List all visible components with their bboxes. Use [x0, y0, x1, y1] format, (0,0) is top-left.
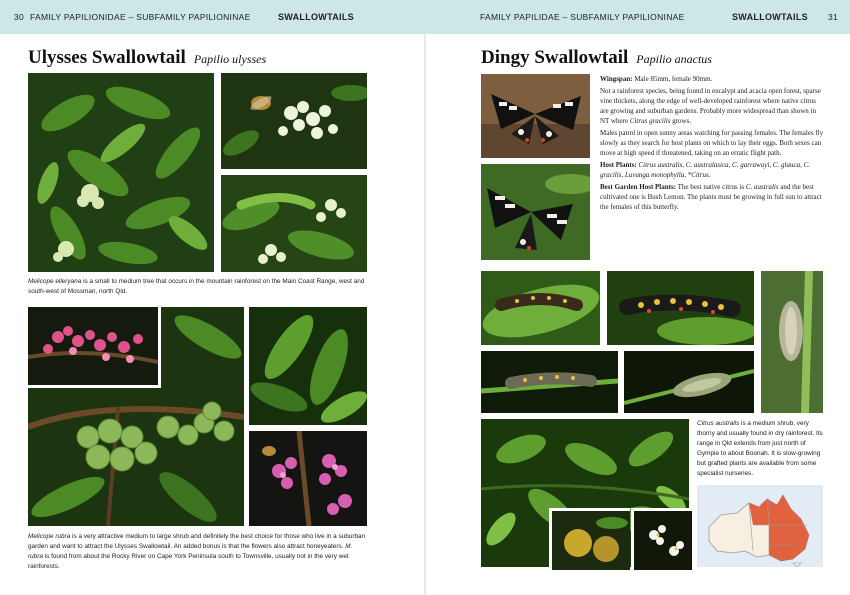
caterpillar-on-foliage-photo: [221, 175, 367, 272]
dingy-swallowtail-butterfly-photo-1: [481, 74, 590, 158]
wingspan-paragraph: [600, 74, 826, 84]
garden-host-text-b: and the best cultivated one is Bush Lemon. The plants must be growing in full sun to attract the females of this butterfly.: [600, 183, 822, 211]
left-common-name: Ulysses Swallowtail: [28, 47, 186, 68]
garden-host-paragraph: [600, 182, 826, 212]
caption-text-rubra-b: is found from about the Rocky River on Cape York Peninsula south to Townsville, usually not in the very wet rainforests.: [28, 553, 349, 570]
habitat-text-a: Not a rainforest species, being found in eucalypt and acacia open forest, sparse vine thickets, along the edge of well-developed rainforest where native citrus are growing and suburban gardens. Probably more widespread than shown in NT where: [600, 87, 821, 125]
right-common-name: Dingy Swallowtail: [481, 47, 629, 68]
species-description: [600, 74, 826, 214]
habitat-paragraph: [600, 86, 826, 126]
left-page-number: 30: [14, 12, 25, 22]
pupa-on-stem-photo: [761, 271, 823, 413]
caption-text-citrus: is a medium shrub, very thorny and usually found in dry rainforest. Its range in Qld extends from just north of Gympie to about Boonah. It is slow-growing but grafted plants are available from some specialist nurseries.: [697, 420, 823, 477]
left-species-title: [28, 47, 266, 69]
right-family-heading: FAMILY PAPILIDAE – SUBFAMILY PAPILIONINAE: [480, 12, 685, 22]
caption-text-elleryana: is a small to medium tree that occurs in the mountain rainforest on the Main Coast Range, west and south-west of Mossman, north Qld.: [28, 278, 365, 295]
larva-spiny-instar-photo: [607, 271, 754, 345]
page-gutter: [424, 34, 426, 595]
garden-host-label: Best Garden Host Plants:: [600, 183, 677, 191]
left-section-heading: SWALLOWTAILS: [278, 12, 354, 22]
caption-citrus-australis: [697, 419, 825, 479]
host-plants-label: Host Plants:: [600, 161, 637, 169]
caption-species-rubra-b: M. rubra: [28, 543, 353, 560]
pupa-on-twig-photo: [624, 351, 754, 413]
garden-host-species: C. australis: [745, 183, 779, 191]
caption-species-rubra: Melicope rubra: [28, 533, 71, 540]
host-plants-list: Citrus australis, C. australasica, C. garrawayi, C. glauca, C. gracilis, Luvunga monophylla, *Citrus.: [600, 161, 811, 179]
larva-late-instar-photo: [481, 351, 618, 413]
left-scientific-name: Papilio ulysses: [193, 52, 267, 66]
right-section-heading: SWALLOWTAILS: [732, 12, 808, 22]
running-header: [0, 0, 850, 34]
glossy-leaves-photo: [249, 307, 367, 425]
habitat-species: Citrus gracilis: [629, 117, 671, 125]
caption-melicope-elleryana: [28, 277, 368, 297]
australia-map-icon: [697, 485, 823, 567]
habitat-text-b: grows.: [670, 117, 692, 125]
caption-species-citrus: Citrus australis: [697, 420, 740, 427]
host-plants-paragraph: [600, 160, 826, 180]
right-scientific-name: Papilio anactus: [636, 52, 712, 66]
garden-host-text-a: The best native citrus is: [676, 183, 746, 191]
larva-early-instar-photo: [481, 271, 600, 345]
melicope-elleryana-foliage-photo: [28, 73, 214, 272]
citrus-flower-photo: [631, 508, 692, 570]
left-family-heading: FAMILY PAPILIONIDAE – SUBFAMILY PAPILIONINAE: [30, 12, 251, 22]
caption-text-rubra-a: is a very attractive medium to large shrub and definitely the best choice for those who live in a suburban garden and want to attract the Ulysses Swallowtail. An added bonus is that the flowers also attract honeyeaters.: [28, 533, 366, 550]
dingy-swallowtail-butterfly-photo-2: [481, 164, 590, 260]
caption-species-elleryana: Melicope elleryana: [28, 278, 82, 285]
white-flowers-with-bee-photo: [221, 73, 367, 169]
pink-flower-cluster-inset: [28, 307, 161, 388]
wingspan-value: Male 85mm, female 90mm.: [632, 75, 713, 83]
citrus-fruit-photo: [549, 508, 630, 570]
pink-flowers-with-insect-photo: [249, 431, 367, 526]
distribution-map: [697, 485, 823, 567]
caption-melicope-rubra: [28, 532, 368, 572]
right-species-title: [481, 47, 712, 69]
wingspan-label: Wingspan:: [600, 75, 633, 83]
behaviour-paragraph: Males patrol in open sunny areas watching for passing females. The females fly slowly as they search for host plants on which to lay their eggs. Both sexes can move at high speed if threatened, taking on an erratic flight path.: [600, 129, 824, 157]
right-page-number: 31: [828, 12, 839, 22]
